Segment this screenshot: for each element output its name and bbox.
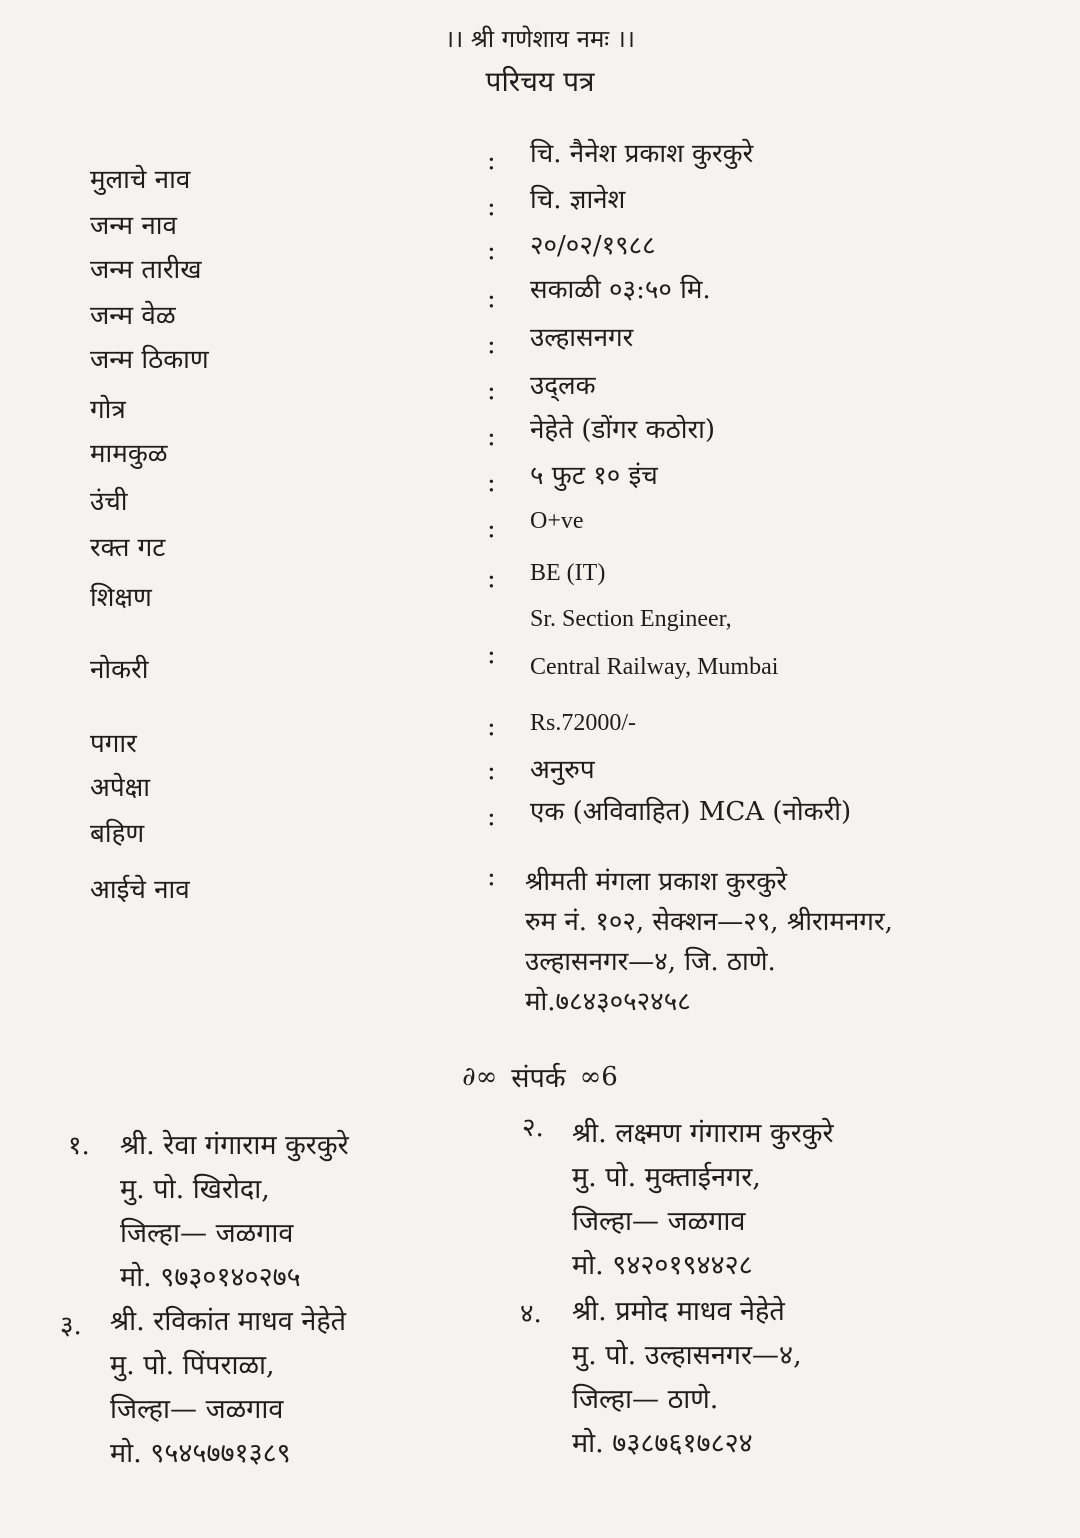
- contact-card: [520, 1290, 802, 1466]
- field-colon: :: [487, 514, 496, 544]
- field-value: चि. ज्ञानेश: [530, 185, 626, 215]
- field-label: पगार: [90, 729, 137, 759]
- contact-name: श्री. रविकांत माधव नेहेते: [110, 1306, 347, 1337]
- contact-phone: मो. ९४२०१९४४२८: [572, 1250, 753, 1281]
- field-colon: :: [487, 376, 496, 406]
- field-label: जन्म तारीख: [90, 255, 202, 285]
- contact-name: श्री. रेवा गंगाराम कुरकुरे: [120, 1130, 349, 1161]
- contact-name: श्री. प्रमोद माधव नेहेते: [572, 1296, 785, 1327]
- field-colon: :: [487, 422, 496, 452]
- phone-number: मो.७८४३०५२४५८: [525, 987, 691, 1017]
- contact-name: श्री. लक्ष्मण गंगाराम कुरकुरे: [572, 1118, 834, 1149]
- field-colon: :: [487, 712, 496, 742]
- contact-number: २.: [522, 1113, 544, 1143]
- field-value: अनुरुप: [530, 755, 595, 785]
- field-colon: :: [487, 640, 496, 670]
- page-title: परिचय पत्र: [485, 65, 595, 98]
- contacts-heading: [0, 1058, 1080, 1095]
- field-colon: :: [487, 862, 496, 892]
- contact-phone: मो. ९५४५७७१३८९: [110, 1438, 291, 1469]
- field-label: जन्म वेळ: [90, 301, 176, 331]
- contact-district: जिल्हा— जळगाव: [120, 1218, 294, 1249]
- field-label: आईचे नाव: [90, 875, 190, 905]
- field-value: उद्लक: [530, 371, 596, 401]
- field-value: Rs.72000/-: [530, 710, 637, 736]
- mother-name: श्रीमती मंगला प्रकाश कुरकुरे: [525, 867, 787, 897]
- field-value: ५ फुट १० इंच: [530, 461, 658, 491]
- field-label: बहिण: [90, 819, 145, 849]
- contact-address: मु. पो. मुक्ताईनगर,: [572, 1162, 761, 1193]
- field-label: उंची: [90, 487, 128, 517]
- field-colon: :: [487, 468, 496, 498]
- contact-address: मु. पो. खिरोदा,: [120, 1174, 270, 1205]
- field-colon: :: [487, 756, 496, 786]
- field-label: अपेक्षा: [90, 773, 151, 803]
- field-value: BE (IT): [530, 560, 606, 586]
- field-label: मामकुळ: [90, 439, 168, 469]
- contact-card: [68, 1124, 349, 1300]
- mother-address-block: [525, 862, 893, 1022]
- field-value: Central Railway, Mumbai: [530, 654, 779, 680]
- field-value: एक (अविवाहित) MCA (नोकरी): [530, 797, 852, 827]
- flourish-right-icon: ∞6: [579, 1061, 618, 1092]
- field-colon: :: [487, 236, 496, 266]
- field-label: जन्म नाव: [90, 211, 177, 241]
- field-value: उल्हासनगर: [530, 323, 634, 353]
- field-value: O+ve: [530, 508, 584, 534]
- field-value: सकाळी ०३:५० मि.: [530, 275, 711, 305]
- contacts-title: संपर्क: [511, 1063, 566, 1094]
- contact-card: [60, 1300, 347, 1476]
- invocation-heading: ।। श्री गणेशाय नमः ।।: [445, 25, 635, 53]
- contact-district: जिल्हा— जळगाव: [110, 1394, 284, 1425]
- contact-address: मु. पो. उल्हासनगर—४,: [572, 1340, 802, 1371]
- field-colon: :: [487, 192, 496, 222]
- field-colon: :: [487, 564, 496, 594]
- flourish-left-icon: ∂∞: [462, 1061, 498, 1092]
- field-value: चि. नैनेश प्रकाश कुरकुरे: [530, 139, 754, 169]
- contact-district: जिल्हा— जळगाव: [572, 1206, 746, 1237]
- field-value: नेहेते (डोंगर कठोरा): [530, 415, 715, 445]
- field-label: रक्त गट: [90, 533, 166, 563]
- contact-number: १.: [68, 1131, 90, 1161]
- field-label: शिक्षण: [90, 583, 152, 613]
- field-label: नोकरी: [90, 655, 149, 685]
- contact-card: [522, 1112, 834, 1288]
- contact-number: ४.: [520, 1299, 542, 1329]
- field-value: २०/०२/१९८८: [530, 231, 656, 261]
- address-line: रुम नं. १०२, सेक्शन—२९, श्रीरामनगर,: [525, 907, 893, 937]
- address-line: उल्हासनगर—४, जि. ठाणे.: [525, 947, 776, 977]
- field-colon: :: [487, 802, 496, 832]
- field-colon: :: [487, 330, 496, 360]
- field-label: मुलाचे नाव: [90, 165, 191, 195]
- contact-district: जिल्हा— ठाणे.: [572, 1384, 719, 1415]
- contact-phone: मो. ९७३०१४०२७५: [120, 1262, 301, 1293]
- contact-phone: मो. ७३८७६१७८२४: [572, 1428, 753, 1459]
- field-label: जन्म ठिकाण: [90, 345, 209, 375]
- field-value: Sr. Section Engineer,: [530, 606, 732, 632]
- contact-address: मु. पो. पिंपराळा,: [110, 1350, 275, 1381]
- contact-number: ३.: [60, 1311, 82, 1341]
- field-colon: :: [487, 146, 496, 176]
- field-colon: :: [487, 284, 496, 314]
- field-label: गोत्र: [90, 395, 126, 425]
